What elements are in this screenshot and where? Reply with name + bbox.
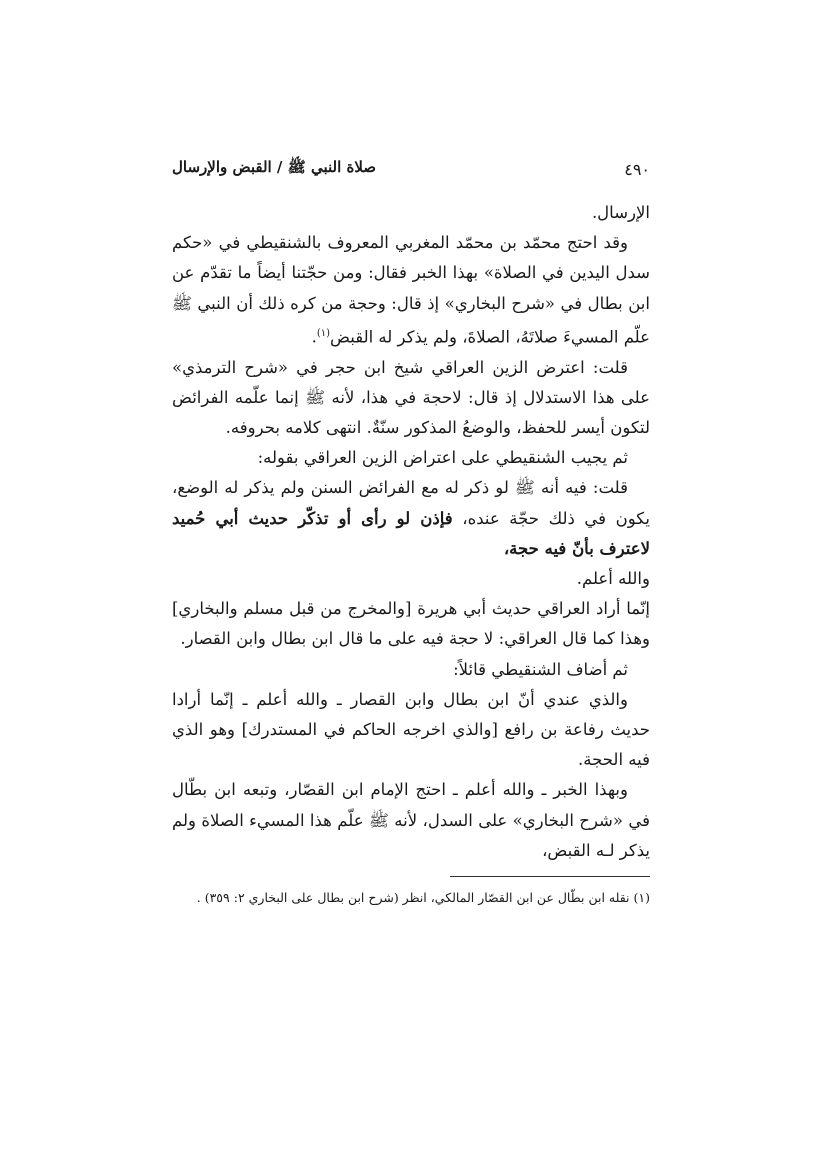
paragraph-2-end: . bbox=[311, 327, 317, 347]
paragraph-3: قلت: اعترض الزين العراقي شيخ ابن حجر في «شرح الترمذي» على هذا الاستدلال إذ قال: لاحجة في هذا، لأنه ﷺ إنما علّمه الفرائض لتكون أيسر للحفظ، والوضعُ المذكور سنّةٌ. انتهى كلامه بحروفه. bbox=[172, 357, 650, 437]
paragraph-6: والله أعلم. bbox=[576, 568, 650, 588]
paragraph-4: ثم يجيب الشنقيطي على اعتراض الزين العراقي بقوله: bbox=[257, 448, 628, 468]
paragraph-2-text: وقد احتج محمّد بن محمّد المغربي المعروف بالشنقيطي في «حكم سدل اليدين في الصلاة» بهذا الخبر فقال: ومن حجّتنا أيضاً ما تقدّم عن ابن بطال في «شرح البخاري» إذ قال: وحجة من كره ذلك أن النبي ﷺ علّم المسيءَ صلاتَهُ، الصلاةَ، ولم يذكر له القبض bbox=[172, 233, 650, 347]
paragraph-5-text: قلت: فيه أنه ﷺ لو ذكر له مع الفرائض السنن ولم يذكر له الوضع، يكون في ذلك حجّة عنده، bbox=[172, 478, 650, 528]
page-number: ٤٩٠ bbox=[624, 159, 650, 179]
paragraph-5-emphasis: فإذن لو رأى أو تذكّر حديث أبي حُميد لاعترف بأنّ فيه حجة، bbox=[172, 508, 650, 558]
footnote-divider bbox=[450, 876, 650, 877]
footnote: (١) نقله ابن بطّال عن ابن القصّار المالكي، انظر (شرح ابن بطال على البخاري ٢: ٣٥٩) . bbox=[196, 890, 650, 905]
paragraph-10: وبهذا الخبر ـ والله أعلم ـ احتج الإمام ابن القصّار، وتبعه ابن بطّال في «شرح البخاري» على السدل، لأنه ﷺ علّم هذا المسيء الصلاة ولم يذكر لـه القبض، bbox=[172, 780, 650, 860]
running-title: صلاة النبي ﷺ / القبض والإرسال bbox=[172, 158, 377, 176]
paragraph-1: الإرسال. bbox=[591, 203, 650, 222]
page-header bbox=[172, 156, 650, 182]
paragraph-9: والذي عندي أنّ ابن بطال وابن القصار ـ والله أعلم ـ إنّما أرادا حديث رفاعة بن رافع [والذي اخرجه الحاكم في المستدرك] وهو الذي فيه الحجة. bbox=[172, 689, 650, 770]
paragraph-5 bbox=[172, 473, 650, 564]
paragraph-8: ثم أضاف الشنقيطي قائلاً: bbox=[453, 659, 628, 679]
body-text bbox=[172, 198, 650, 866]
paragraph-7: إنّما أراد العراقي حديث أبي هريرة [والمخرج من قبل مسلم والبخاري] وهذا كما قال العراقي: لا حجة فيه على ما قال ابن بطال وابن القصار. bbox=[172, 599, 650, 649]
footnote-reference: (١) bbox=[316, 327, 331, 339]
paragraph-2 bbox=[172, 228, 650, 352]
